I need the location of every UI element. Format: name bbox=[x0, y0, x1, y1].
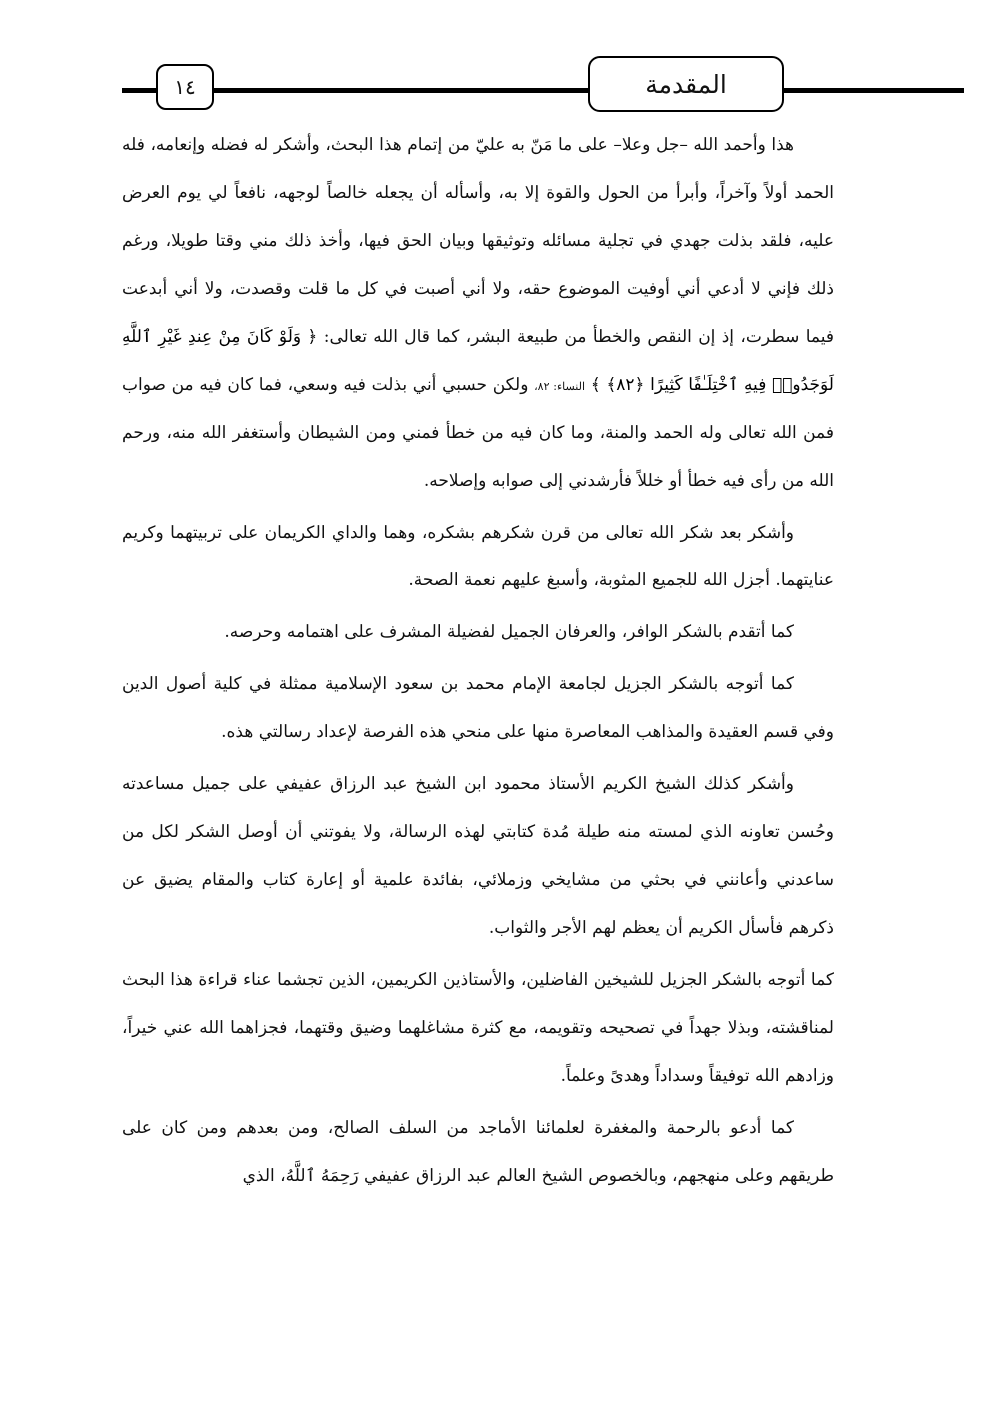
paragraph-thanks-university: كما أتوجه بالشكر الجزيل لجامعة الإمام محمد بن سعود الإسلامية ممثلة في كلية أصول الدين وفي قسم العقيدة والمذاهب المعاصرة منها على منحي هذه الفرصة لإعداد رسالتي هذه. bbox=[122, 674, 834, 743]
paragraph-praise bbox=[122, 122, 834, 506]
page-number: ١٤ bbox=[156, 64, 214, 110]
paragraph-thanks-sheikh: وأشكر كذلك الشيخ الكريم الأستاذ محمود ابن الشيخ عبد الرزاق عفيفي على جميل مساعدته وحُسن تعاونه الذي لمسته منه طيلة مُدة كتابتي لهذه الرسالة، ولا يفوتني أن أوصل الشكر لكل من ساعدني وأعانني في بحثي من مشايخي وزملائي، بفائدة علمية أو إعارة كتاب والمقام يضيق عن ذكرهم فأسأل الكريم أن يعظم لهم الأجر والثواب. bbox=[122, 774, 834, 938]
paragraph-thanks-examiners: كما أتوجه بالشكر الجزيل للشيخين الفاضلين، والأستاذين الكريمين، الذين تجشما عناء قراءة هذا البحث لمناقشته، وبذلا جهداً في تصحيحه وتقويمه، مع كثرة مشاغلهما وضيق وقتهما، فجزاهما الله عني خيراً، وزادهم الله توفيقاً وسداداً وهدىً وعلماً. bbox=[122, 969, 834, 1086]
paragraph-praise-text: هذا وأحمد الله –جل وعلا– على ما مَنّ به عليّ من إتمام هذا البحث، وأشكر له فضله وإنعامه، فله الحمد أولاً وآخراً، وأبرأ من الحول والقوة إلا به، وأسأله أن يجعله خالصاً لوجهه، نافعاً لي يوم العرض عليه، فلقد بذلت جهدي في تجلية مسائله وتوثيقها وبيان الحق فيها، وأخذ ذلك مني وقتا طويلا، ورغم ذلك فإني لا أدعي أني أوفيت الموضوع حقه، ولا أني أصبت في كل ما قلت وقصدت، ولا أني أبدعت فيما سطرت، إذ إن النقص والخطأ من طبيعة البشر، كما قال الله تعالى: bbox=[122, 135, 835, 347]
verse-reference: النساء: ٨٢، bbox=[534, 379, 586, 393]
paragraph-thanks-parents: وأشكر بعد شكر الله تعالى من قرن شكرهم بشكره، وهما والداي الكريمان على تربيتهما وكريم عنايتهما. أجزل الله للجميع المثوبة، وأسبغ عليهم نعمة الصحة. bbox=[122, 522, 834, 591]
page-body bbox=[122, 122, 834, 1205]
page-header bbox=[0, 50, 992, 120]
header-rule bbox=[122, 88, 964, 93]
paragraph-praise-continuation: ولكن حسبي أني بذلت فيه وسعي، فما كان فيه من صواب فمن الله تعالى وله الحمد والمنة، وما كان فيه من خطأ فمني ومن الشيطان وأستغفر الله منه، ورحم الله من رأى فيه خطأ أو خللاً فأرشدني إلى صوابه وإصلاحه. bbox=[122, 374, 834, 491]
chapter-title: المقدمة bbox=[588, 56, 784, 112]
quran-verse: ﴿ وَلَوْ كَانَ مِنْ عِندِ غَيْرِ ٱللَّهِ لَوَجَدُوا۟ فِيهِ ٱخْتِلَـٰفًا كَثِيرًا ﴿٨٢﴾ ﴾ bbox=[122, 326, 834, 395]
paragraph-prayer: كما أدعو بالرحمة والمغفرة لعلمائنا الأماجد من السلف الصالح، ومن بعدهم ومن كان على طريقهم وعلى منهجهم، وبالخصوص الشيخ العالم عبد الرزاق عفيفي رَحِمَهُ ٱللَّهُ، الذي bbox=[122, 1117, 834, 1186]
paragraph-thanks-supervisor: كما أتقدم بالشكر الوافر، والعرفان الجميل لفضيلة المشرف على اهتمامه وحرصه. bbox=[224, 622, 794, 643]
